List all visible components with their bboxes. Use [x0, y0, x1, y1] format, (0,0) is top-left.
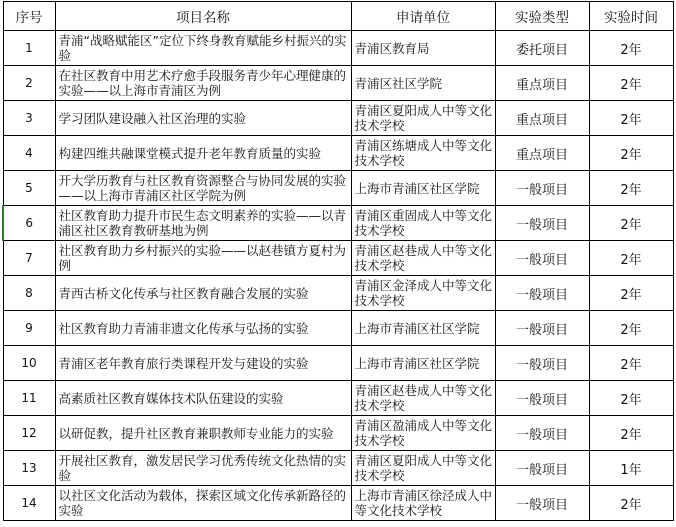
cell-no[interactable]: 10	[3, 346, 55, 381]
cell-experiment-type[interactable]: 委托项目	[495, 31, 589, 66]
cell-experiment-type[interactable]: 一般项目	[495, 311, 589, 346]
cell-applicant-unit[interactable]: 青浦区社区学院	[351, 66, 495, 101]
cell-applicant-unit[interactable]: 上海市青浦区社区学院	[351, 311, 495, 346]
cell-applicant-unit[interactable]: 上海市青浦区社区学院	[351, 346, 495, 381]
cell-experiment-type[interactable]: 一般项目	[495, 416, 589, 451]
header-cell-type[interactable]: 实验类型	[495, 2, 589, 31]
table-row	[3, 241, 673, 276]
cell-no[interactable]: 6	[3, 206, 55, 241]
cell-applicant-unit[interactable]: 青浦区教育局	[351, 31, 495, 66]
cell-project-name[interactable]: 社区教育助力青浦非遗文化传承与弘扬的实验	[55, 311, 351, 346]
table-row	[3, 101, 673, 136]
cell-no[interactable]: 4	[3, 136, 55, 171]
cell-applicant-unit[interactable]: 青浦区赵巷成人中等文化技术学校	[351, 381, 495, 416]
cell-applicant-unit[interactable]: 青浦区盈浦成人中等文化技术学校	[351, 416, 495, 451]
cell-no[interactable]: 14	[3, 486, 55, 521]
cell-project-name[interactable]: 开展社区教育，激发居民学习优秀传统文化热情的实验	[55, 451, 351, 486]
cell-experiment-type[interactable]: 一般项目	[495, 276, 589, 311]
cell-no[interactable]: 5	[3, 171, 55, 206]
cell-project-name[interactable]: 以研促教，提升社区教育兼职教师专业能力的实验	[55, 416, 351, 451]
cell-experiment-time[interactable]: 2年	[589, 486, 673, 521]
table-row	[3, 381, 673, 416]
cell-no[interactable]: 2	[3, 66, 55, 101]
table-row	[3, 276, 673, 311]
cell-project-name[interactable]: 以社区文化活动为载体，探索区域文化传承新路径的实验	[55, 486, 351, 521]
cell-experiment-time[interactable]: 2年	[589, 381, 673, 416]
table-row	[3, 451, 673, 486]
table-row	[3, 31, 673, 66]
header-cell-no[interactable]: 序号	[3, 2, 55, 31]
cell-applicant-unit[interactable]: 青浦区练塘成人中等文化技术学校	[351, 136, 495, 171]
cell-project-name[interactable]: 学习团队建设融入社区治理的实验	[55, 101, 351, 136]
cell-experiment-time[interactable]: 2年	[589, 31, 673, 66]
cell-experiment-time[interactable]: 2年	[589, 206, 673, 241]
cell-project-name[interactable]: 构建四维共融课堂模式提升老年教育质量的实验	[55, 136, 351, 171]
table-row	[3, 136, 673, 171]
cell-applicant-unit[interactable]: 青浦区夏阳成人中等文化技术学校	[351, 451, 495, 486]
cell-project-name[interactable]: 高素质社区教育媒体技术队伍建设的实验	[55, 381, 351, 416]
cell-experiment-type[interactable]: 一般项目	[495, 486, 589, 521]
cell-no[interactable]: 7	[3, 241, 55, 276]
cell-experiment-type[interactable]: 一般项目	[495, 241, 589, 276]
cell-no[interactable]: 1	[3, 31, 55, 66]
cell-experiment-type[interactable]: 一般项目	[495, 206, 589, 241]
project-table	[2, 1, 674, 521]
cell-experiment-type[interactable]: 重点项目	[495, 136, 589, 171]
header-cell-unit[interactable]: 申请单位	[351, 2, 495, 31]
table-row	[3, 171, 673, 206]
cell-no[interactable]: 3	[3, 101, 55, 136]
cell-experiment-time[interactable]: 2年	[589, 136, 673, 171]
table-row	[3, 346, 673, 381]
cell-experiment-time[interactable]: 2年	[589, 416, 673, 451]
cell-experiment-type[interactable]: 一般项目	[495, 381, 589, 416]
cell-project-name[interactable]: 开大学历教育与社区教育资源整合与协同发展的实验——以上海市青浦区社区学院为例	[55, 171, 351, 206]
cell-project-name[interactable]: 青西古桥文化传承与社区教育融合发展的实验	[55, 276, 351, 311]
cell-project-name[interactable]: 社区教育助力乡村振兴的实验——以赵巷镇方夏村为例	[55, 241, 351, 276]
cell-experiment-time[interactable]: 2年	[589, 311, 673, 346]
cell-no[interactable]: 13	[3, 451, 55, 486]
cell-project-name[interactable]: 青浦区老年教育旅行类课程开发与建设的实验	[55, 346, 351, 381]
table-row	[3, 486, 673, 521]
cell-no[interactable]: 9	[3, 311, 55, 346]
table-row	[3, 416, 673, 451]
cell-no[interactable]: 11	[3, 381, 55, 416]
table-row	[3, 66, 673, 101]
cell-experiment-time[interactable]: 2年	[589, 101, 673, 136]
cell-project-name[interactable]: 社区教育助力提升市民生态文明素养的实验——以青浦区社区教育教研基地为例	[55, 206, 351, 241]
cell-applicant-unit[interactable]: 青浦区金泽成人中等文化技术学校	[351, 276, 495, 311]
cell-experiment-type[interactable]: 一般项目	[495, 171, 589, 206]
cell-experiment-time[interactable]: 2年	[589, 66, 673, 101]
header-cell-name[interactable]: 项目名称	[55, 2, 351, 31]
cell-experiment-type[interactable]: 重点项目	[495, 66, 589, 101]
cell-experiment-time[interactable]: 1年	[589, 451, 673, 486]
cell-experiment-type[interactable]: 一般项目	[495, 451, 589, 486]
cell-project-name[interactable]: 青浦“战略赋能区”定位下终身教育赋能乡村振兴的实验	[55, 31, 351, 66]
header-cell-time[interactable]: 实验时间	[589, 2, 673, 31]
cell-project-name[interactable]: 在社区教育中用艺术疗愈手段服务青少年心理健康的实验——以上海市青浦区为例	[55, 66, 351, 101]
cell-experiment-time[interactable]: 2年	[589, 171, 673, 206]
table-row	[3, 206, 673, 241]
cell-experiment-time[interactable]: 2年	[589, 241, 673, 276]
cell-applicant-unit[interactable]: 上海市青浦区徐泾成人中等文化技术学校	[351, 486, 495, 521]
header-row	[3, 2, 673, 31]
cell-experiment-time[interactable]: 2年	[589, 346, 673, 381]
cell-applicant-unit[interactable]: 青浦区重固成人中等文化技术学校	[351, 206, 495, 241]
cell-applicant-unit[interactable]: 青浦区赵巷成人中等文化技术学校	[351, 241, 495, 276]
cell-no[interactable]: 12	[3, 416, 55, 451]
cell-applicant-unit[interactable]: 上海市青浦区社区学院	[351, 171, 495, 206]
cell-experiment-type[interactable]: 一般项目	[495, 346, 589, 381]
cell-no[interactable]: 8	[3, 276, 55, 311]
cell-experiment-time[interactable]: 2年	[589, 276, 673, 311]
table-row	[3, 311, 673, 346]
cell-experiment-type[interactable]: 重点项目	[495, 101, 589, 136]
cell-applicant-unit[interactable]: 青浦区夏阳成人中等文化技术学校	[351, 101, 495, 136]
